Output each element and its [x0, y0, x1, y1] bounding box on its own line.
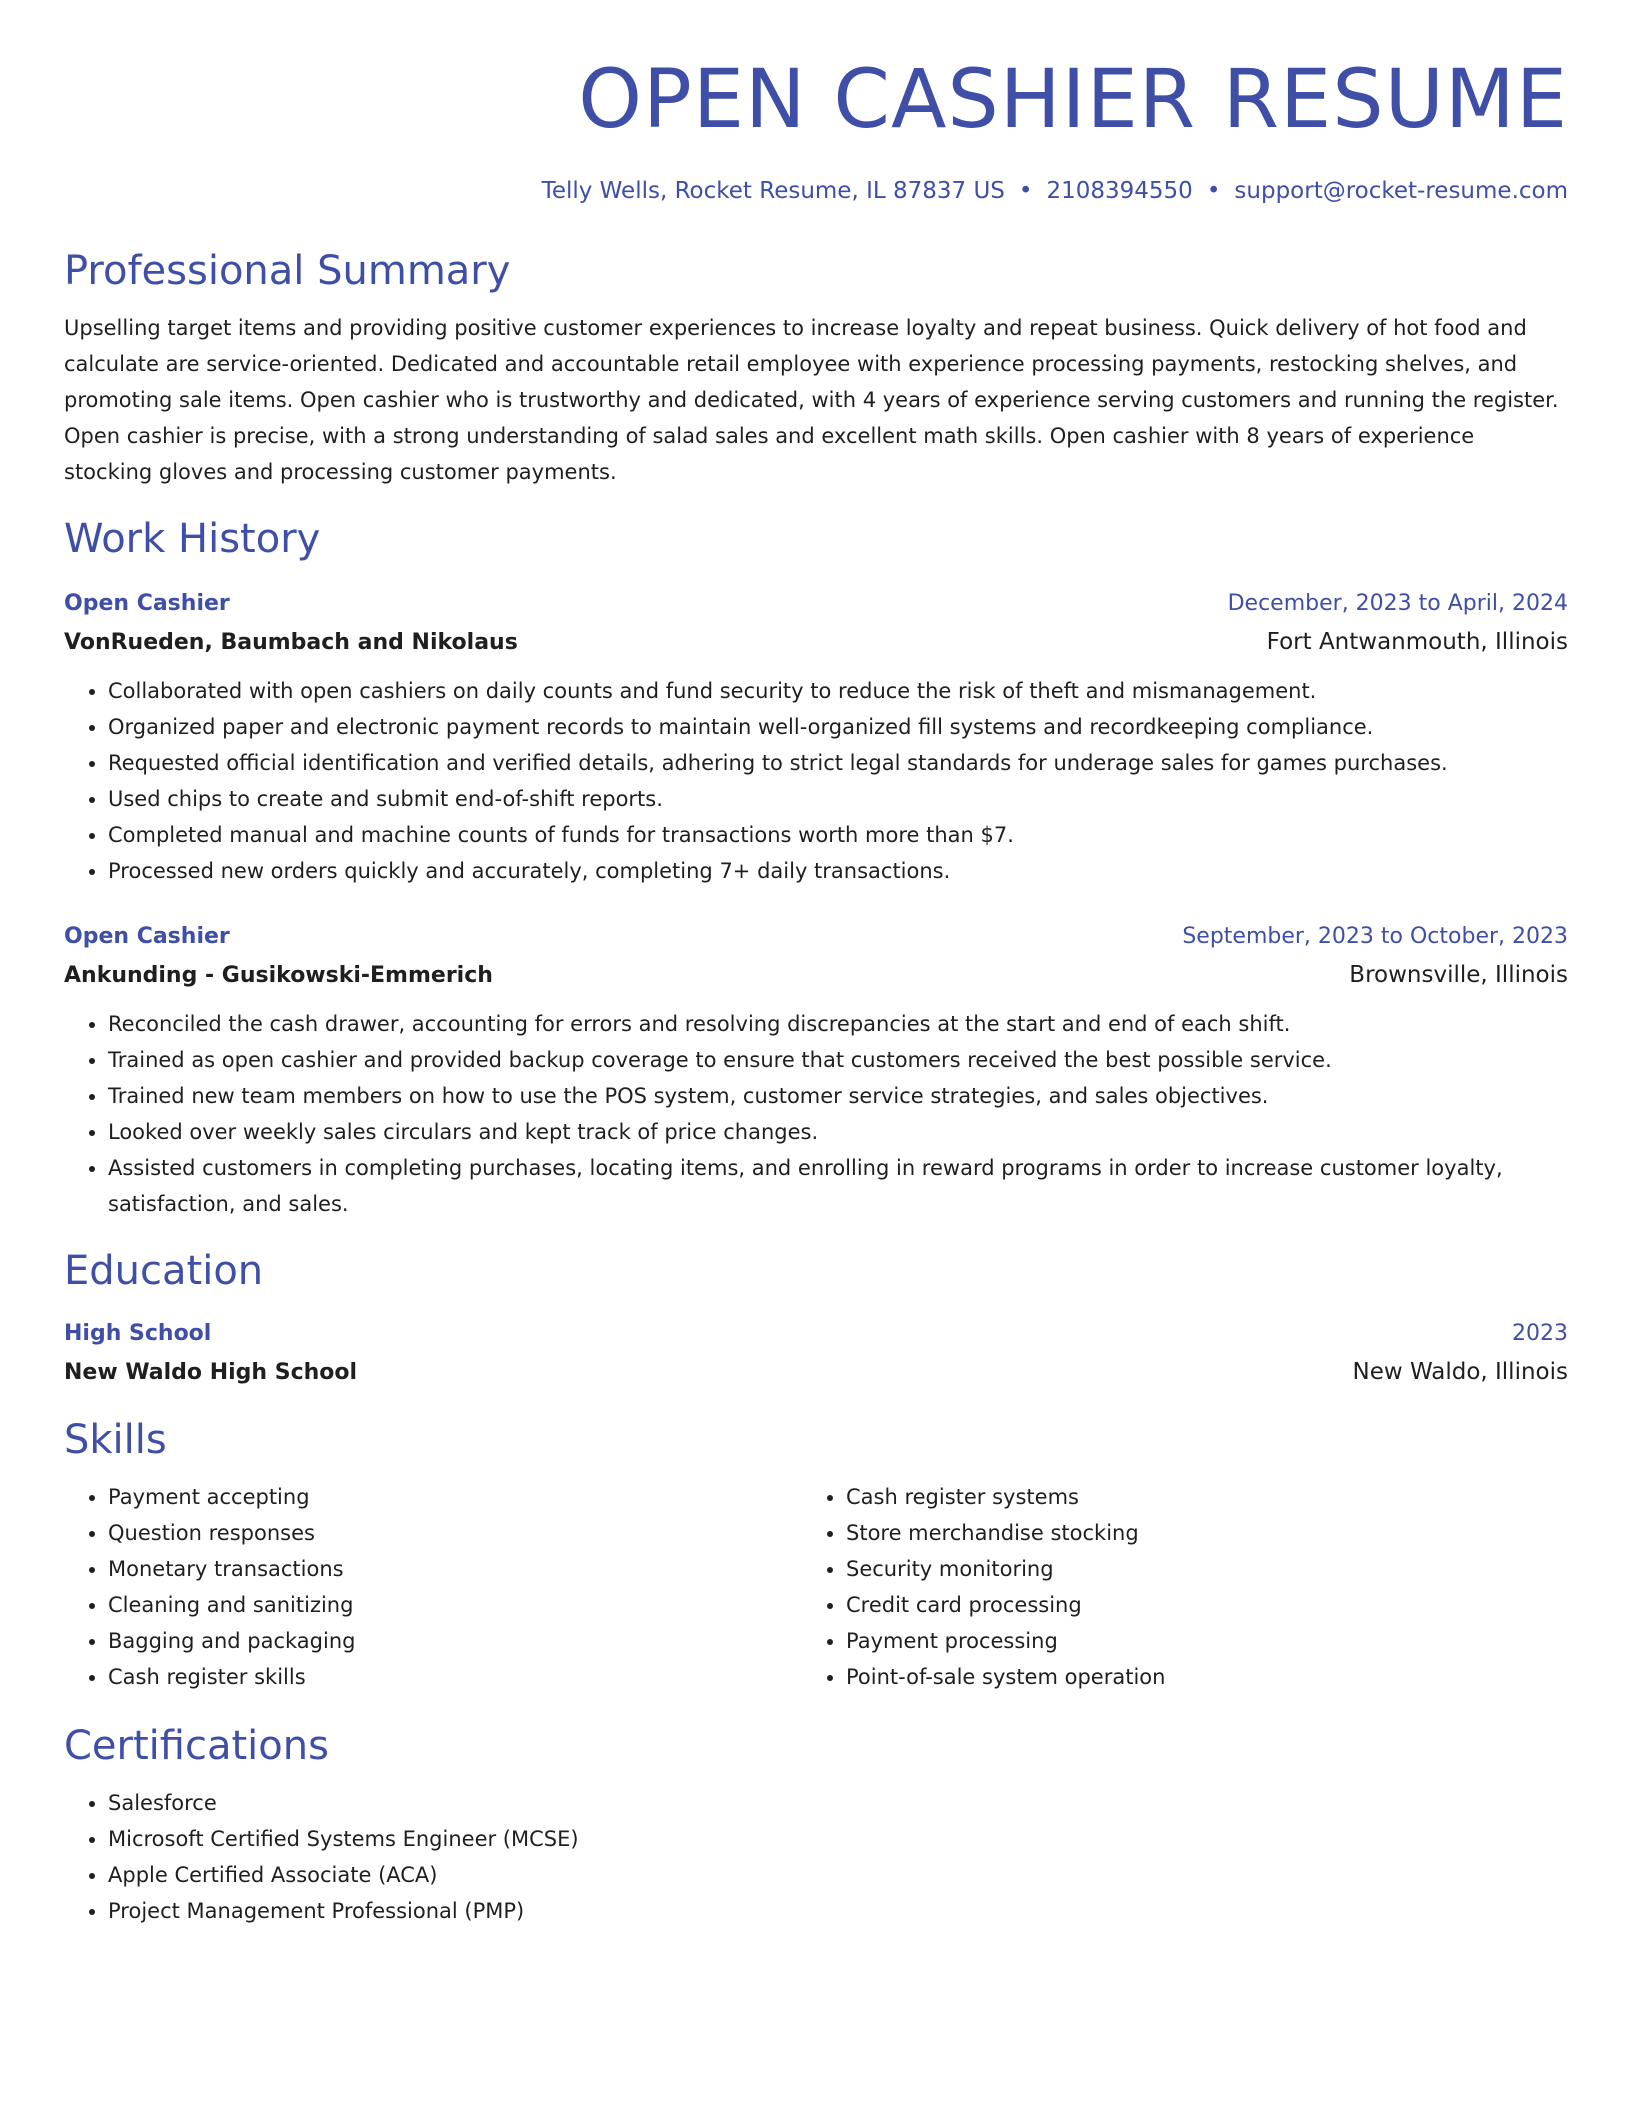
list-item: • Bagging and packaging: [108, 1623, 802, 1659]
list-item: • Processed new orders quickly and accurately, completing 7+ daily transactions.: [108, 853, 1568, 889]
list-item: • Payment accepting: [108, 1479, 802, 1515]
contact-line: [64, 176, 1568, 206]
job-company-row: [64, 955, 1568, 996]
list-item: • Microsoft Certified Systems Engineer (MCSE): [108, 1821, 1568, 1857]
job-dates: December, 2023 to April, 2024: [1227, 591, 1568, 616]
list-item: • Security monitoring: [846, 1551, 1540, 1587]
skills-column-right: [802, 1479, 1540, 1695]
job-bullets: [64, 673, 1568, 889]
list-item: • Collaborated with open cashiers on daily counts and fund security to reduce the risk of theft and mismanagement.: [108, 673, 1568, 709]
job-title: Open Cashier: [64, 924, 230, 949]
job-bullets: [64, 1006, 1568, 1222]
summary-heading: Professional Summary: [64, 248, 511, 294]
list-item: • Question responses: [108, 1515, 802, 1551]
education-location: New Waldo, Illinois: [1352, 1359, 1568, 1385]
education-entry: [64, 1316, 1568, 1393]
list-item: • Assisted customers in completing purchases, locating items, and enrolling in reward programs in order to increase customer loyalty, satisfaction, and sales.: [108, 1150, 1568, 1222]
list-item: • Trained as open cashier and provided backup coverage to ensure that customers received the best possible service.: [108, 1042, 1568, 1078]
job-header: [64, 586, 1568, 622]
education-heading: Education: [64, 1248, 264, 1294]
education-year: 2023: [1512, 1321, 1568, 1346]
job-company: VonRueden, Baumbach and Nikolaus: [64, 630, 518, 655]
education-header: [64, 1316, 1568, 1352]
job-location: Brownsville, Illinois: [1349, 962, 1568, 988]
resume-title: OPEN CASHIER RESUME: [578, 53, 1568, 147]
skills-column-left: [64, 1479, 802, 1695]
summary-text: Upselling target items and providing positive customer experiences to increase loyalty and repeat business. Quick delivery of hot food and calculate are service-oriented. Dedicated and accountable retail employee with experience processing payments, restocking shelves, and promoting sale items. Open cashier who is trustworthy and dedicated, with 4 years of experience serving customers and running the register. Open cashier is precise, with a strong understanding of salad sales and excellent math skills. Open cashier with 8 years of experience stocking gloves and processing customer payments.: [64, 316, 1559, 484]
job-company: Ankunding - Gusikowski-Emmerich: [64, 963, 493, 988]
education-school: New Waldo High School: [64, 1360, 358, 1385]
certifications-heading: Certifications: [64, 1723, 329, 1769]
contact-email: support@rocket-resume.com: [1234, 178, 1568, 204]
list-item: • Credit card processing: [846, 1587, 1540, 1623]
list-item: • Requested official identification and verified details, adhering to strict legal standards for underage sales for games purchases.: [108, 745, 1568, 781]
skills-columns: [64, 1479, 1568, 1695]
contact-phone: 2108394550: [1046, 178, 1193, 204]
list-item: • Cash register systems: [846, 1479, 1540, 1515]
job-entry: [64, 586, 1568, 889]
skills-heading: Skills: [64, 1417, 167, 1463]
list-item: • Payment processing: [846, 1623, 1540, 1659]
list-item: • Project Management Professional (PMP): [108, 1893, 1568, 1929]
job-location: Fort Antwanmouth, Illinois: [1266, 629, 1568, 655]
contact-address: Telly Wells, Rocket Resume, IL 87837 US: [541, 178, 1005, 204]
list-item: • Salesforce: [108, 1785, 1568, 1821]
list-item: • Reconciled the cash drawer, accounting for errors and resolving discrepancies at the start and end of each shift.: [108, 1006, 1568, 1042]
list-item: • Monetary transactions: [108, 1551, 802, 1587]
job-header: [64, 919, 1568, 955]
job-company-row: [64, 622, 1568, 663]
skills-list-right: [802, 1479, 1540, 1695]
list-item: • Point-of-sale system operation: [846, 1659, 1540, 1695]
list-item: • Store merchandise stocking: [846, 1515, 1540, 1551]
job-dates: September, 2023 to October, 2023: [1182, 924, 1568, 949]
separator-dot: •: [1206, 178, 1221, 204]
list-item: • Cleaning and sanitizing: [108, 1587, 802, 1623]
list-item: • Looked over weekly sales circulars and kept track of price changes.: [108, 1114, 1568, 1150]
list-item: • Cash register skills: [108, 1659, 802, 1695]
education-school-row: [64, 1352, 1568, 1393]
list-item: • Apple Certified Associate (ACA): [108, 1857, 1568, 1893]
job-title: Open Cashier: [64, 591, 230, 616]
list-item: • Used chips to create and submit end-of-shift reports.: [108, 781, 1568, 817]
job-entry: [64, 919, 1568, 1222]
work-history-heading: Work History: [64, 516, 321, 562]
skills-list-left: [64, 1479, 802, 1695]
list-item: • Completed manual and machine counts of funds for transactions worth more than $7.: [108, 817, 1568, 853]
list-item: • Trained new team members on how to use the POS system, customer service strategies, and sales objectives.: [108, 1078, 1568, 1114]
separator-dot: •: [1018, 178, 1033, 204]
list-item: • Organized paper and electronic payment records to maintain well-organized fill systems and recordkeeping compliance.: [108, 709, 1568, 745]
education-degree: High School: [64, 1321, 212, 1346]
certifications-list: [64, 1785, 1568, 1929]
